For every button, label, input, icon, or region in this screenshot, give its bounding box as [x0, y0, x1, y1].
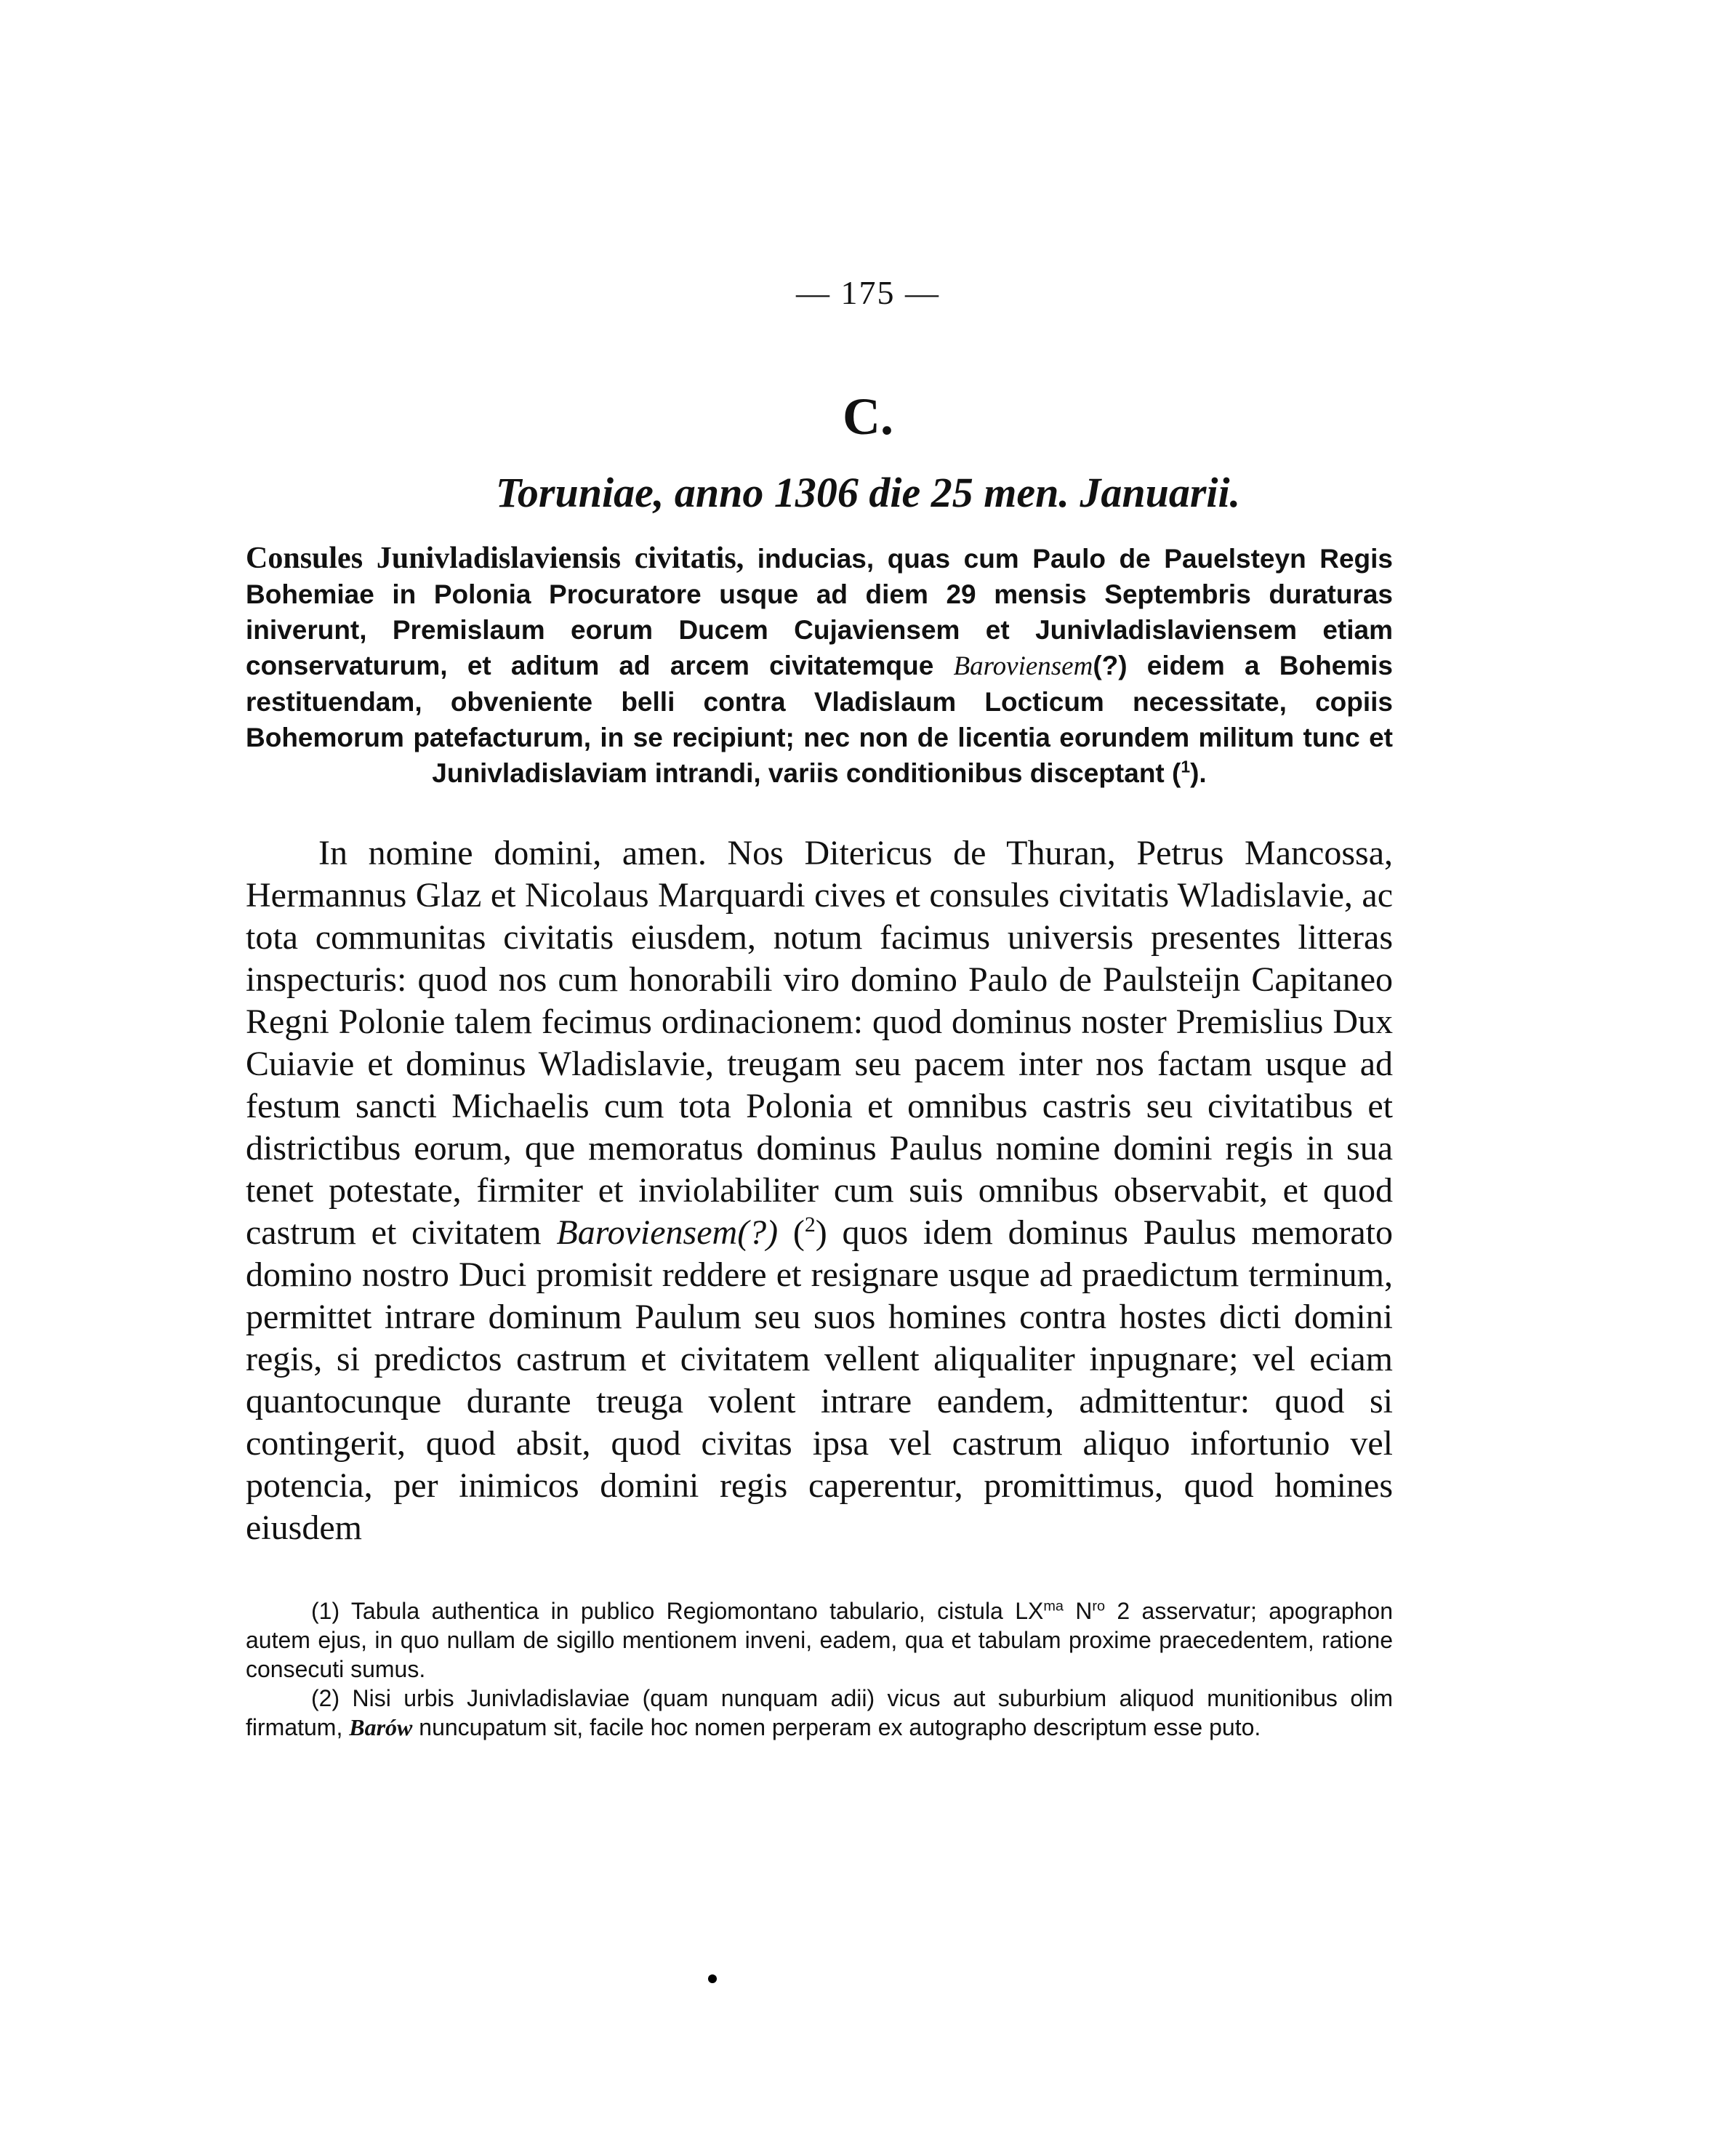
footnotes — [246, 1596, 1393, 1742]
footnote-ref-1: 1 — [1181, 757, 1191, 776]
ink-speck — [708, 1974, 717, 1983]
footnote-place-name: Barów — [349, 1714, 413, 1740]
footnote-text: Nisi urbis Junivladislaviae (quam nunquam adii) vicus aut suburbium aliquod munitionibus olim firmatum, — [246, 1685, 1394, 1740]
footnote-marker: (1) — [311, 1598, 340, 1624]
footnote-superscript: ma — [1043, 1598, 1064, 1615]
footnote-text: nuncupatum sit, facile hoc nomen perperam ex autographo descriptum esse puto. — [419, 1714, 1261, 1740]
footnote-superscript: ro — [1092, 1598, 1106, 1615]
regest-text-end: ). — [1190, 758, 1207, 788]
footnote-text: N — [1063, 1598, 1093, 1624]
charter-note-close: ) — [815, 1213, 827, 1252]
regest-text-continued: (?) eidem a Bohemis restituendam, obveniente belli contra Vladislaum Locticum necessitate, copiis Bohemorum patefacturum, in se recipiunt; nec non de licentia eorundem militum tunc et Junivladislaviam intrandi, variis conditionibus disceptant ( — [246, 651, 1394, 788]
page-number: — 175 — — [796, 274, 940, 311]
regest-text: inducias, quas cum Paulo de Pauelsteyn Regis Bohemiae in Polonia Procuratore usque ad diem 29 mensis Septembris duraturas iniverunt, Premislaum eorum Ducem Cujaviensem et Junivladislaviensem etiam conservaturum, et aditum ad arcem civitatemque — [246, 544, 1393, 680]
document-dateline: Toruniae, anno 1306 die 25 men. Januarii. — [495, 469, 1241, 516]
footnote-1 — [246, 1596, 1393, 1684]
charter-body: In nomine domini, amen. Nos Ditericus de Thuran, Petrus Mancossa, Hermannus Glaz et Nicolaus Marquardi cives et consules civitatis Wladislavie, ac tota communitas civitatis eiusdem, notum facimus universis presentes litteras inspecturis: quod nos cum honorabili viro domino Paulo de Paulsteijn Capitaneo Regni Polonie talem fecimus ordinacionem: quod dominus noster Premislius Dux Cuiavie et dominus Wladislavie, treugam seu pacem inter nos factam usque ad festum sancti Michaelis cum tota Polonia et omnibus castris seu civitatibus et districtibus eorum, que memoratus dominus Paulus nomine domini regis in sua tenet potestate, firmiter et inviolabiliter cum suis omnibus observabit, et quod castrum et civitatem — [246, 834, 1393, 1252]
charter-place-name: Baroviensem(?) — [556, 1213, 779, 1252]
charter-note-open: ( — [778, 1213, 805, 1252]
section-letter: C. — [843, 387, 893, 446]
regest-lead: Consules Junivladislaviensis civitatis, — [246, 542, 744, 575]
charter-text — [246, 832, 1393, 1549]
footnote-text: 2 asservatur; apographon autem ejus, in quo nullam de sigillo mentionem inveni, eadem, qua et tabulam proxime praecedentem, ratione consecuti sumus. — [246, 1598, 1394, 1682]
regest-summary — [246, 541, 1393, 791]
charter-body-continued: quos idem dominus Paulus memorato domino nostro Duci promisit reddere et resignare usque ad praedictum terminum, permittet intrare dominum Paulum seu suos homines contra hostes dicti domini regis, si predictos castrum et civitatem vellent aliqualiter inpugnare; vel eciam quantocunque durante treuga volent intrare eandem, admittentur: quod si contingerit, quod absit, quod civitas ipsa vel castrum aliquo infortunio vel potencia, per inimicos domini regis caperentur, promittimus, quod homines eiusdem — [246, 1213, 1394, 1547]
footnote-2 — [246, 1684, 1393, 1742]
footnote-marker: (2) — [311, 1685, 340, 1711]
footnote-text: Tabula authentica in publico Regiomontano tabulario, cistula LX — [350, 1598, 1044, 1624]
regest-place-name: Baroviensem — [953, 651, 1093, 681]
footnote-ref-2: 2 — [804, 1213, 816, 1237]
